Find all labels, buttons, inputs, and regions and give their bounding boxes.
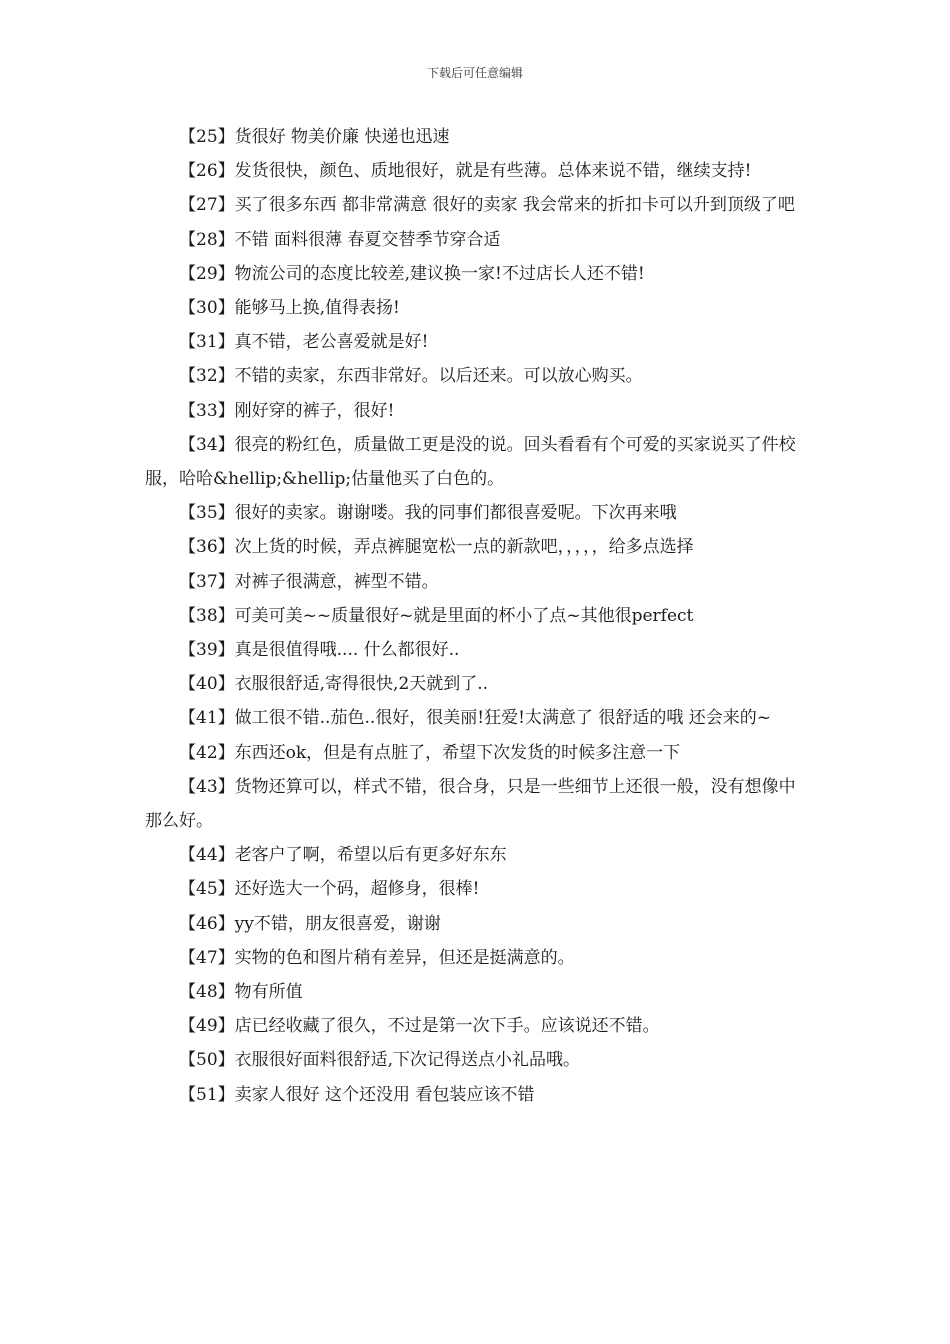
review-item-31: 【31】真不错，老公喜爱就是好! — [179, 332, 429, 353]
review-item-48: 【48】物有所值 — [179, 982, 303, 1003]
review-item-33: 【33】刚好穿的裤子，很好! — [179, 400, 395, 421]
review-item-36: 【36】次上货的时候，弄点裤腿宽松一点的新款吧，，，，，给多点选择 — [179, 537, 694, 558]
review-item-29: 【29】物流公司的态度比较差,建议换一家!不过店长人还不错! — [179, 263, 645, 284]
review-list — [145, 120, 810, 1112]
review-item-30: 【30】能够马上换,值得表扬! — [179, 298, 400, 319]
review-item-32: 【32】不错的卖家，东西非常好。以后还来。可以放心购买。 — [179, 366, 643, 387]
review-item-46: 【46】yy不错，朋友很喜爱，谢谢 — [179, 913, 441, 934]
review-item-42: 【42】东西还ok，但是有点脏了，希望下次发货的时候多注意一下 — [179, 742, 681, 763]
page-header: 下载后可任意编辑 — [426, 66, 523, 80]
review-item-28: 【28】不错 面料很薄 春夏交替季节穿合适 — [179, 229, 501, 250]
review-item-26: 【26】发货很快，颜色、质地很好，就是有些薄。总体来说不错，继续支持! — [179, 161, 752, 182]
review-item-38: 【38】可美可美~~质量很好~就是里面的杯小了点~其他很perfect — [179, 605, 694, 626]
review-item-27: 【27】买了很多东西 都非常满意 很好的卖家 我会常来的折扣卡可以升到顶级了吧 — [179, 195, 795, 216]
review-item-49: 【49】店已经收藏了很久，不过是第一次下手。应该说还不错。 — [179, 1016, 660, 1037]
review-item-50: 【50】衣服很好面料很舒适,下次记得送点小礼品哦。 — [179, 1050, 581, 1071]
review-item-45: 【45】还好选大一个码，超修身，很棒! — [179, 879, 480, 900]
review-item-40: 【40】衣服很舒适,寄得很快,2天就到了.. — [179, 674, 489, 695]
review-item-41: 【41】做工很不错..茄色..很好，很美丽!狂爱!太满意了 很舒适的哦 还会来的~ — [179, 708, 771, 729]
review-item-43: 【43】货物还算可以，样式不错，很合身，只是一些细节上还很一般，没有想像中那么好。 — [145, 776, 796, 832]
review-item-39: 【39】真是很值得哦.... 什么都很好.. — [179, 640, 460, 661]
review-item-25: 【25】货很好 物美价廉 快递也迅速 — [179, 127, 450, 147]
review-item-47: 【47】实物的色和图片稍有差异，但还是挺满意的。 — [179, 947, 575, 968]
review-item-44: 【44】老客户了啊，希望以后有更多好东东 — [179, 845, 507, 866]
review-item-34: 【34】很亮的粉红色，质量做工更是没的说。回头看看有个可爱的买家说买了件校服，哈哈&hellip;&hellip;估量他买了白色的。 — [145, 434, 796, 490]
review-item-35: 【35】很好的卖家。谢谢喽。我的同事们都很喜爱呢。下次再来哦 — [179, 503, 677, 524]
review-item-37: 【37】对裤子很满意，裤型不错。 — [179, 571, 439, 592]
review-item-51: 【51】卖家人很好 这个还没用 看包装应该不错 — [179, 1084, 535, 1105]
